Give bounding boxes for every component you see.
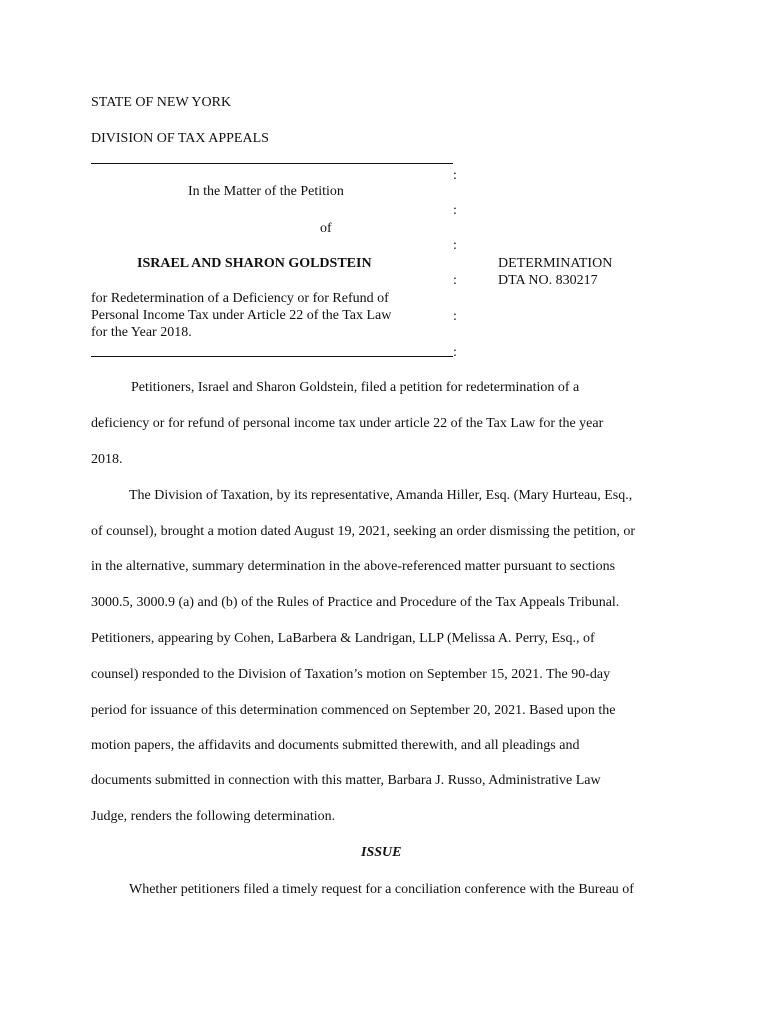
paragraph-line: 2018. xyxy=(91,452,123,467)
caption-colon: : xyxy=(453,309,457,324)
of-line: of xyxy=(320,221,332,236)
issue-heading: ISSUE xyxy=(361,845,402,860)
caption-top-rule xyxy=(91,163,453,164)
matter-line: In the Matter of the Petition xyxy=(188,184,344,199)
document-type: DETERMINATION xyxy=(498,256,613,271)
paragraph-line: in the alternative, summary determination in the above-referenced matter pursuant to sections xyxy=(91,559,616,574)
purpose-line: for the Year 2018. xyxy=(91,325,192,340)
paragraph-line: Judge, renders the following determination. xyxy=(91,809,336,824)
division-heading: DIVISION OF TAX APPEALS xyxy=(91,131,269,146)
caption-colon: : xyxy=(453,203,457,218)
paragraph-line: documents submitted in connection with this matter, Barbara J. Russo, Administrative Law xyxy=(91,773,601,788)
paragraph-line: period for issuance of this determination commenced on September 20, 2021. Based upon the xyxy=(91,703,616,718)
purpose-line: for Redetermination of a Deficiency or for Refund of xyxy=(91,291,389,306)
caption-colon: : xyxy=(453,238,457,253)
paragraph-line: deficiency or for refund of personal income tax under article 22 of the Tax Law for the year xyxy=(91,416,604,431)
paragraph-line: of counsel), brought a motion dated August 19, 2021, seeking an order dismissing the petition, or xyxy=(91,524,635,539)
issue-text: Whether petitioners filed a timely request for a conciliation conference with the Bureau of xyxy=(129,882,634,897)
caption-bottom-rule xyxy=(91,356,453,357)
paragraph-line: counsel) responded to the Division of Taxation’s motion on September 15, 2021. The 90-day xyxy=(91,667,611,682)
paragraph-line: Petitioners, appearing by Cohen, LaBarbera & Landrigan, LLP (Melissa A. Perry, Esq., of xyxy=(91,631,595,646)
petitioners-name: ISRAEL AND SHARON GOLDSTEIN xyxy=(137,256,372,271)
paragraph-line: 3000.5, 3000.9 (a) and (b) of the Rules of Practice and Procedure of the Tax Appeals Tribunal. xyxy=(91,595,620,610)
caption-colon: : xyxy=(453,168,457,183)
purpose-line: Personal Income Tax under Article 22 of the Tax Law xyxy=(91,308,392,323)
paragraph-line: The Division of Taxation, by its representative, Amanda Hiller, Esq. (Mary Hurteau, Esq., xyxy=(129,488,633,503)
state-heading: STATE OF NEW YORK xyxy=(91,95,232,110)
caption-colon: : xyxy=(453,273,457,288)
paragraph-line: Petitioners, Israel and Sharon Goldstein, filed a petition for redetermination of a xyxy=(131,380,580,395)
paragraph-line: motion papers, the affidavits and documents submitted therewith, and all pleadings and xyxy=(91,738,580,753)
caption-colon: : xyxy=(453,345,457,360)
dta-number: DTA NO. 830217 xyxy=(498,273,598,288)
